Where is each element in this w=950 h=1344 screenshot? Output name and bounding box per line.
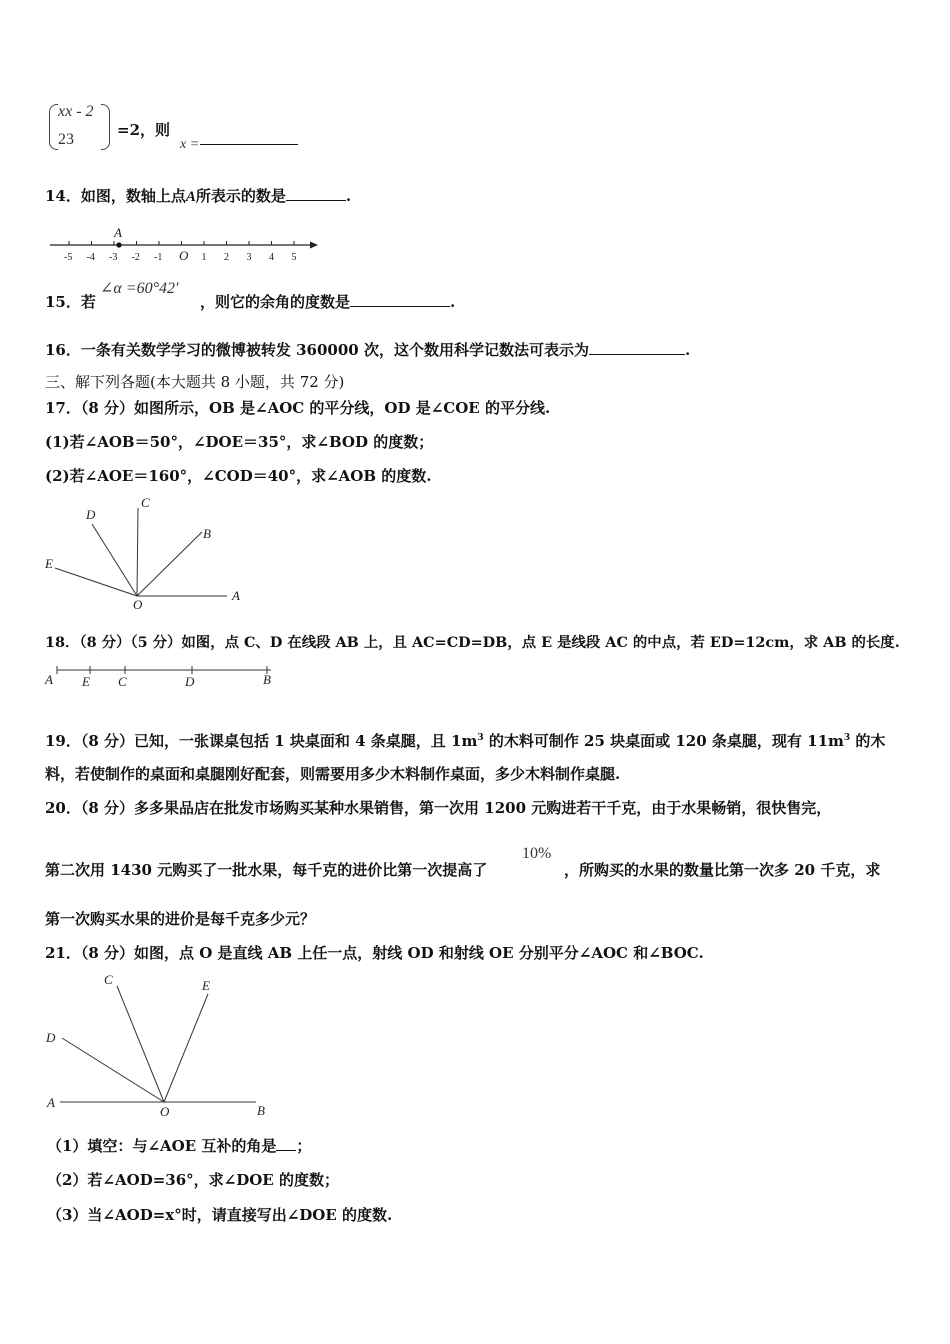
label-e: E [45, 556, 53, 571]
question-15 [45, 292, 96, 312]
q16-end: . [684, 341, 691, 359]
ray-oc [137, 508, 138, 596]
q21-label-c: C [104, 972, 113, 987]
q17-line-2: (1)若∠AOB＝50°，∠DOE＝35°，求∠BOD 的度数； [45, 433, 434, 451]
q19-part-b: 的木料可制作 25 块桌面或 120 条桌腿，现有 11m [483, 732, 844, 750]
seg-label-d: D [185, 674, 195, 689]
label-c: C [141, 495, 150, 510]
question-16 [45, 340, 690, 360]
q21-label-o: O [160, 1104, 170, 1119]
q14-point: A [185, 189, 196, 205]
q15-number: 15．若 [45, 293, 96, 311]
q19-part-a: 19．（8 分）已知，一张课桌包括 1 块桌面和 4 条桌腿，且 1m [45, 732, 478, 750]
q17-angle-figure [42, 494, 252, 614]
q19-line-1 [45, 728, 885, 751]
ray-ob [137, 532, 202, 596]
q13-x-label: x = [180, 137, 200, 152]
q15-end: . [450, 293, 456, 311]
q15-answer-blank [350, 292, 450, 307]
q13-equation: =2，则 [117, 121, 171, 139]
q19-line-2: 料，若使制作的桌面和桌腿刚好配套，则需要用多少木料制作桌面，多少木料制作桌腿. [45, 765, 621, 783]
q15-text [200, 292, 455, 312]
seg-label-a: A [45, 672, 53, 687]
q21-sub-2: （2）若∠AOD=36°，求∠DOE 的度数； [47, 1171, 339, 1189]
q21-sub-1 [47, 1136, 311, 1156]
q20-percent: 10% [522, 845, 552, 862]
q14-number: 14． [45, 187, 81, 205]
section-3-heading: 三、解下列各题(本大题共 8 小题，共 72 分) [45, 373, 345, 391]
q21-sub1-text: （1）填空：与∠AOE 互补的角是 [47, 1137, 277, 1155]
q14-end: . [345, 187, 352, 205]
q19-sup-1: 3 [477, 733, 484, 743]
number-line-tick-label: 2 [224, 252, 229, 263]
q18-segment-figure [45, 662, 285, 692]
matrix-row-1: xx - 2 [58, 103, 94, 120]
q18-line-1: 18．（8 分）（5 分）如图，点 C、D 在线段 AB 上，且 AC=CD=DB，点 E 是线段 AC 的中点，若 ED=12cm，求 AB 的长度. [45, 634, 900, 651]
q21-answer-blank [276, 1136, 296, 1151]
ray-oc-21 [117, 986, 164, 1102]
matrix-left-paren [49, 104, 58, 150]
matrix-right-paren [101, 104, 110, 150]
ray-oe [55, 568, 137, 596]
seg-label-c: C [118, 674, 127, 689]
label-o: O [133, 597, 143, 612]
q21-label-d: D [46, 1030, 56, 1045]
q21-label-e: E [202, 978, 210, 993]
q15-angle-expression: ∠α =60°42′ [100, 280, 179, 297]
q16-text: 一条有关数学学习的微博被转发 360000 次，这个数用科学记数法可表示为 [80, 341, 589, 359]
number-line-tick-label: -1 [154, 252, 163, 263]
question-14 [45, 186, 351, 207]
q19-sup-2: 3 [843, 733, 851, 743]
point-a-dot [116, 242, 121, 247]
ray-od-21 [62, 1038, 164, 1102]
q17-line-1: 17．（8 分）如图所示，OB 是∠AOC 的平分线，OD 是∠COE 的平分线. [45, 399, 551, 417]
q20-line-2b: ，所购买的水果的数量比第一次多 20 千克，求 [564, 861, 881, 879]
point-a-label: A [114, 225, 122, 240]
q16-answer-blank [589, 340, 685, 355]
q19-part-c: 的木 [850, 732, 886, 750]
number-line-tick-label: 5 [291, 252, 297, 263]
ray-od [92, 524, 137, 596]
q21-label-a: A [47, 1095, 55, 1110]
q16-number: 16． [45, 341, 81, 359]
label-a: A [232, 588, 240, 603]
q14-answer-blank [286, 186, 346, 201]
number-line-figure [48, 222, 328, 262]
q21-line-1: 21．（8 分）如图，点 O 是直线 AB 上任一点，射线 OD 和射线 OE 分别平分∠AOC 和∠BOC. [45, 944, 704, 962]
number-line-tick-label: -2 [131, 252, 140, 263]
q17-line-3: (2)若∠AOE＝160°，∠COD＝40°，求∠AOB 的度数. [45, 467, 432, 485]
q15-prompt: ，则它的余角的度数是 [200, 293, 351, 311]
q21-sub-3: （3）当∠AOD=x°时，请直接写出∠DOE 的度数. [47, 1206, 393, 1224]
number-line-arrow [310, 242, 318, 249]
q20-line-1: 20．（8 分）多多果品店在批发市场购买某种水果销售，第一次用 1200 元购进若干千克，由于水果畅销，很快售完， [45, 799, 832, 817]
number-line-tick-label: 4 [269, 252, 274, 263]
q14-text-b: 所表示的数是 [195, 187, 286, 205]
number-line-tick-label: O [179, 248, 189, 263]
label-b: B [203, 526, 211, 541]
ray-oe-21 [164, 994, 208, 1102]
q20-line-3: 第一次购买水果的进价是每千克多少元？ [45, 910, 316, 928]
seg-label-b: B [263, 672, 271, 687]
label-d: D [86, 507, 96, 522]
number-line-tick-label: 3 [246, 252, 252, 263]
number-line-tick-label: -3 [109, 252, 118, 263]
seg-label-e: E [82, 674, 90, 689]
q21-angle-figure [42, 970, 282, 1120]
q14-text-a: 如图，数轴上点 [80, 187, 186, 205]
q13-answer-blank [200, 130, 298, 145]
q21-sub1-end: ； [296, 1137, 312, 1155]
q21-label-b: B [257, 1103, 265, 1118]
number-line-tick-label: -5 [64, 252, 73, 263]
number-line-tick-label: 1 [201, 252, 207, 263]
matrix-row-2: 23 [58, 131, 74, 148]
q20-line-2a: 第二次用 1430 元购买了一批水果，每千克的进价比第一次提高了 [45, 861, 488, 879]
number-line-tick-label: -4 [86, 252, 95, 263]
